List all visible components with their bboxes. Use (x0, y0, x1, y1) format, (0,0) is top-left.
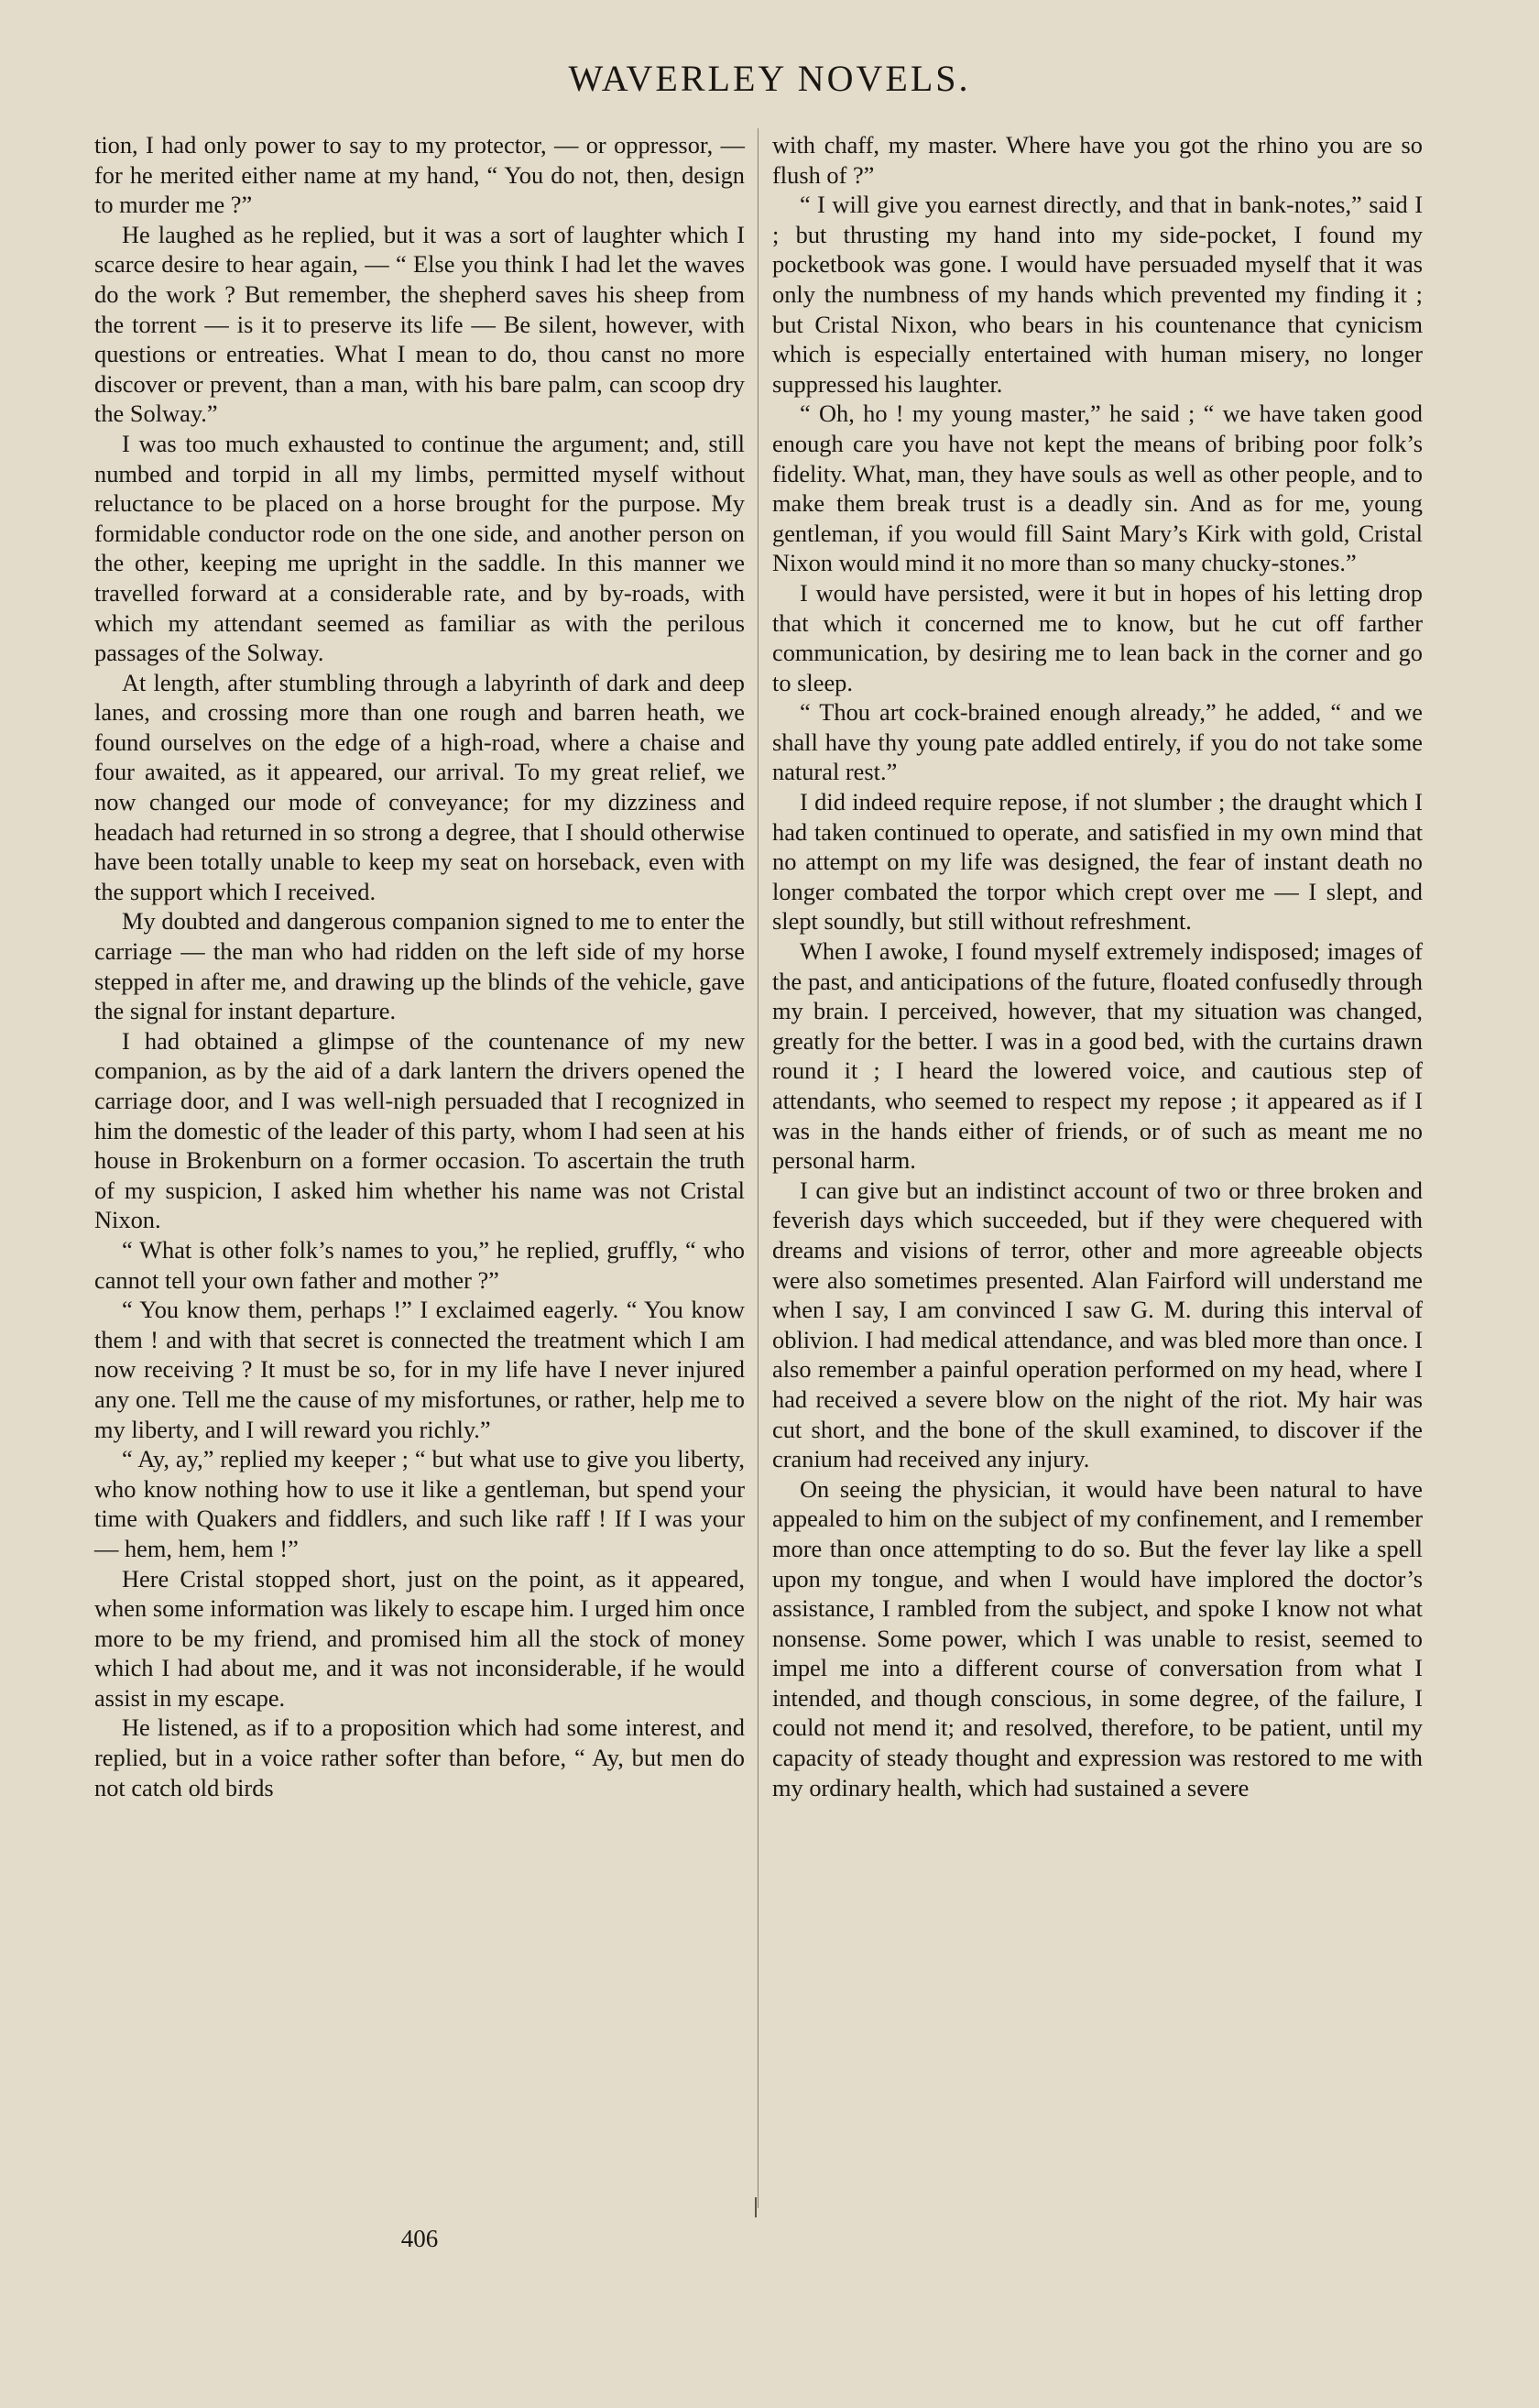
right-column (772, 130, 1423, 1802)
paragraph: “ Thou art cock-brained enough already,” he added, “ and we shall have thy young pate addled entirely, if you do not take some natural rest.” (772, 698, 1423, 786)
paragraph: I did indeed require repose, if not slumber ; the draught which I had taken continued to operate, and satisfied in my own mind that no attempt on my life was designed, the fear of instant death no longer combated the torpor which crept over me — I slept, and slept soundly, but still without refreshment. (772, 788, 1423, 936)
paragraph: “ Ay, ay,” replied my keeper ; “ but what use to give you liberty, who know nothing how to use it like a gentleman, but spend your time with Quakers and fiddlers, and such like raff ! If I was your — hem, hem, hem !” (94, 1445, 745, 1562)
paragraph: My doubted and dangerous companion signed to me to enter the carriage — the man who had ridden on the left side of my horse stepped in after me, and drawing up the blinds of the vehicle, gave the signal for instant departure. (94, 907, 745, 1025)
paragraph: When I awoke, I found myself extremely indisposed; images of the past, and anticipations of the future, floated confusedly through my brain. I perceived, however, that my situation was changed, greatly for the better. I was in a good bed, with the curtains drawn round it ; I heard the lowered voice, and cautious step of attendants, who seemed to respect my repose ; it appeared as if I was in the hands either of friends, or of such as meant me no personal harm. (772, 937, 1423, 1175)
paragraph: Here Cristal stopped short, just on the point, as it appeared, when some information was likely to escape him. I urged him once more to be my friend, and promised him all the stock of money which I had about me, and it was not inconsiderable, if he would assist in my escape. (94, 1564, 745, 1712)
running-header: WAVERLEY NOVELS. (568, 58, 971, 99)
paragraph: I can give but an indistinct account of two or three broken and feverish days which succeeded, but if they were chequered with dreams and visions of terror, other and more agreeable objects were also sometimes presented. Alan Fairford will understand me when I say, I am convinced I saw G. M. during this interval of oblivion. I had medical attendance, and was bled more than once. I also remember a painful operation performed on my head, where I had received a severe blow on the night of the riot. My hair was cut short, and the bone of the skull examined, to discover if the cranium had received any injury. (772, 1176, 1423, 1473)
paragraph: I was too much exhausted to continue the argument; and, still numbed and torpid in all my limbs, permitted myself without reluctance to be placed on a horse brought for the purpose. My formidable conductor rode on the one side, and another person on the other, keeping me upright in the saddle. In this manner we travelled forward at a considerable rate, and by by-roads, with which my attendant seemed as familiar as with the perilous passages of the Solway. (94, 429, 745, 667)
page-number: 406 (400, 2225, 439, 2252)
column-rule-end (755, 2197, 762, 2217)
left-column (94, 130, 745, 1802)
paragraph: “ You know them, perhaps !” I exclaimed eagerly. “ You know them ! and with that secret is connected the treatment which I am now receiving ? It must be so, for in my life have I never injured any one. Tell me the cause of my misfortunes, or rather, help me to my liberty, and I will reward you richly.” (94, 1296, 745, 1443)
paragraph: tion, I had only power to say to my protector, — or oppressor, — for he merited either name at my hand, “ You do not, then, design to murder me ?” (94, 131, 745, 219)
paragraph: I had obtained a glimpse of the countenance of my new companion, as by the aid of a dark lantern the drivers opened the carriage door, and I was well-nigh persuaded that I recognized in him the domestic of the leader of this party, whom I had seen at his house in Brokenburn on a former occasion. To ascertain the truth of my suspicion, I asked him whether his name was not Cristal Nixon. (94, 1026, 745, 1234)
paragraph: At length, after stumbling through a labyrinth of dark and deep lanes, and crossing more than one rough and barren heath, we found ourselves on the edge of a high-road, where a chaise and four awaited, as it appeared, our arrival. To my great relief, we now changed our mode of conveyance; for my dizziness and headach had returned in so strong a degree, that I should otherwise have been totally unable to keep my seat on horseback, even with the support which I received. (94, 668, 745, 905)
paragraph: On seeing the physician, it would have been natural to have appealed to him on the subject of my confinement, and I remember more than once attempting to do so. But the fever lay like a spell upon my tongue, and when I would have implored the doctor’s assistance, I rambled from the subject, and spoke I know not what nonsense. Some power, which I was unable to resist, seemed to impel me into a different course of conversation from what I intended, and though conscious, in some degree, of the failure, I could not mend it; and resolved, therefore, to be patient, until my capacity of steady thought and expression was restored to me with my ordinary health, which had sustained a severe (772, 1474, 1423, 1801)
paragraph: “ I will give you earnest directly, and that in bank-notes,” said I ; but thrusting my hand into my side-pocket, I found my pocketbook was gone. I would have persuaded myself that it was only the numbness of my hands which prevented my finding it ; but Cristal Nixon, who bears in his countenance that cynicism which is especially entertained with human misery, no longer suppressed his laughter. (772, 191, 1423, 398)
paragraph: “ What is other folk’s names to you,” he replied, gruffly, “ who cannot tell your own father and mother ?” (94, 1235, 745, 1294)
paragraph: “ Oh, ho ! my young master,” he said ; “ we have taken good enough care you have not kept the means of bribing poor folk’s fidelity. What, man, they have souls as well as other people, and to make them break trust is a deadly sin. And as for me, young gentleman, if you would fill Saint Mary’s Kirk with gold, Cristal Nixon would mind it no more than so many chucky-stones.” (772, 400, 1423, 577)
paragraph: He laughed as he replied, but it was a sort of laughter which I scarce desire to hear again, — “ Else you think I had let the waves do the work ? But remember, the shepherd saves his sheep from the torrent — is it to preserve its life — Be silent, however, with questions or entreaties. What I mean to do, thou canst no more discover or prevent, than a man, with his bare palm, can scoop dry the Solway.” (94, 220, 745, 428)
column-rule (758, 128, 759, 2208)
paragraph: I would have persisted, were it but in hopes of his letting drop that which it concerned me to know, but he cut off farther communication, by desiring me to lean back in the corner and go to sleep. (772, 578, 1423, 696)
paragraph: with chaff, my master. Where have you got the rhino you are so flush of ?” (772, 131, 1423, 189)
paragraph: He listened, as if to a proposition which had some interest, and replied, but in a voice rather softer than before, “ Ay, but men do not catch old birds (94, 1713, 745, 1801)
